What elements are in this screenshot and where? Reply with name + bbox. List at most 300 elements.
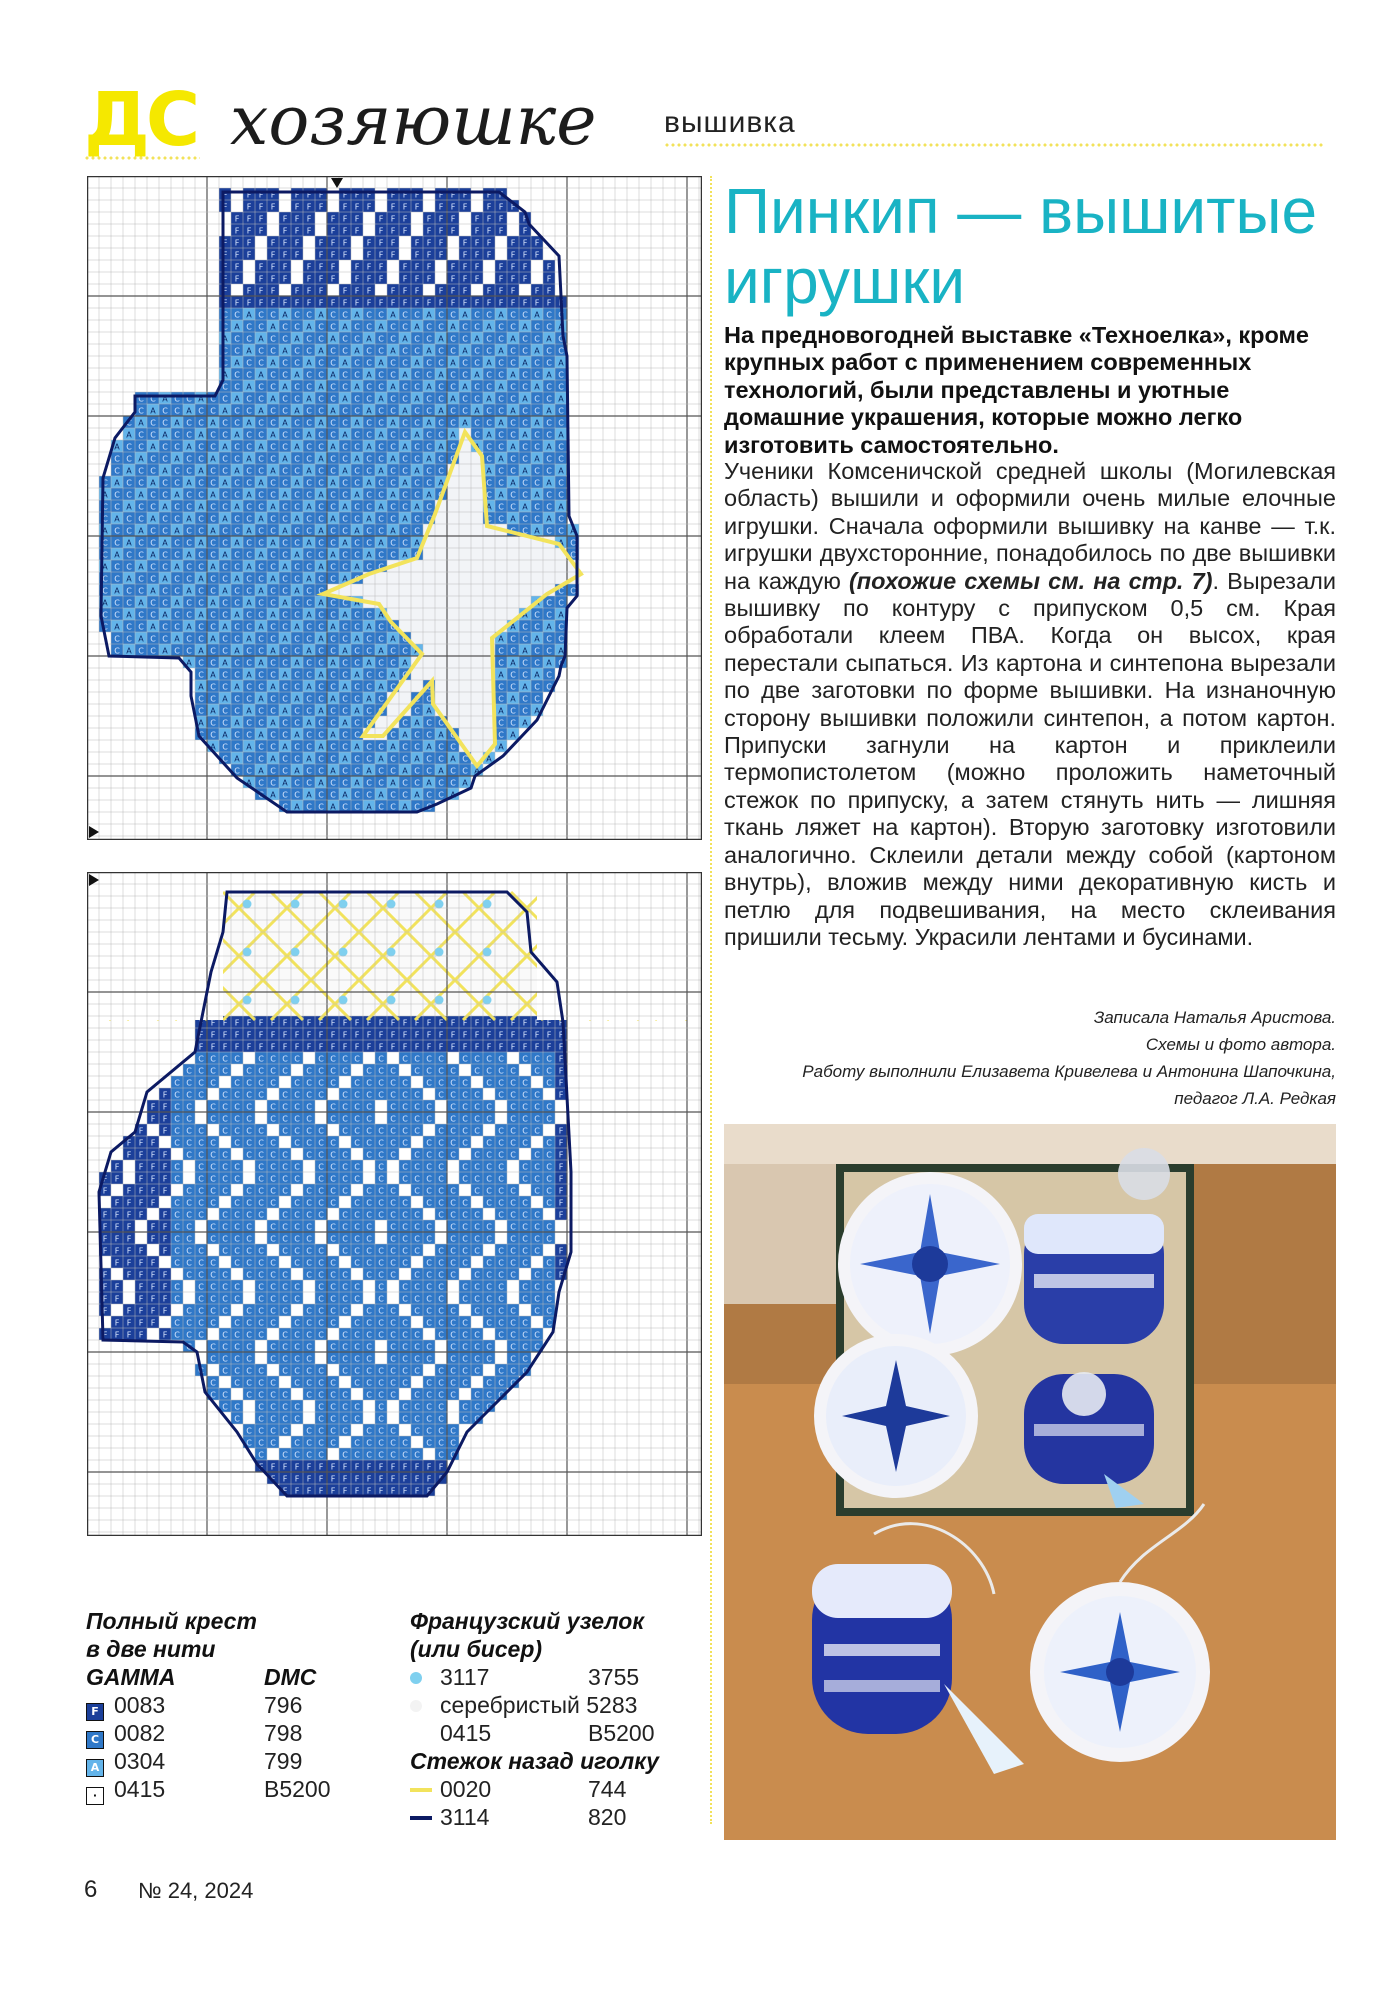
stitch-cell — [147, 1124, 159, 1136]
stitch-cell — [483, 608, 495, 620]
stitch-cell — [531, 560, 543, 572]
stitch-symbol: C — [126, 454, 132, 464]
stitch-symbol: F — [462, 1018, 468, 1028]
stitch-symbol: C — [306, 418, 312, 428]
stitch-symbol: C — [210, 1198, 216, 1208]
stitch-symbol: C — [414, 478, 420, 488]
stitch-symbol: A — [474, 370, 480, 380]
stitch-symbol: C — [498, 1282, 504, 1292]
stitch-symbol: A — [306, 538, 312, 548]
stitch-symbol: C — [114, 538, 120, 548]
stitch-cell — [495, 956, 507, 968]
stitch-symbol: C — [282, 1102, 288, 1112]
stitch-symbol: C — [342, 1222, 348, 1232]
stitch-symbol: F — [270, 1030, 276, 1040]
stitch-symbol: C — [270, 1318, 276, 1328]
stitch-cell — [471, 608, 483, 620]
stitch-symbol: A — [198, 646, 204, 656]
stitch-cell — [471, 548, 483, 560]
stitch-symbol: C — [222, 634, 228, 644]
stitch-symbol: C — [366, 1126, 372, 1136]
stitch-symbol: F — [150, 1138, 156, 1148]
stitch-symbol: F — [126, 1318, 132, 1328]
stitch-symbol: C — [186, 562, 192, 572]
stitch-cell — [279, 188, 291, 200]
stitch-symbol: C — [546, 1150, 552, 1160]
stitch-symbol: C — [138, 502, 144, 512]
stitch-cell — [483, 1088, 495, 1100]
stitch-symbol: A — [498, 706, 504, 716]
stitch-symbol: C — [390, 682, 396, 692]
stitch-symbol: A — [282, 562, 288, 572]
stitch-symbol: C — [294, 718, 300, 728]
stitch-cell — [435, 524, 447, 536]
stitch-cell — [303, 944, 315, 956]
stitch-symbol: C — [342, 802, 348, 812]
stitch-cell — [183, 1280, 195, 1292]
stitch-symbol: A — [318, 490, 324, 500]
stitch-symbol: F — [378, 1030, 384, 1040]
stitch-symbol: C — [330, 454, 336, 464]
stitch-symbol: C — [270, 1066, 276, 1076]
stitch-symbol: F — [378, 226, 384, 236]
stitch-symbol: C — [222, 502, 228, 512]
stitch-symbol: A — [534, 346, 540, 356]
stitch-symbol: C — [282, 766, 288, 776]
stitch-cell — [447, 632, 459, 644]
stitch-symbol: F — [114, 1282, 120, 1292]
stitch-symbol: C — [234, 406, 240, 416]
stitch-symbol: F — [486, 214, 492, 224]
stitch-symbol: F — [510, 298, 516, 308]
stitch-symbol: F — [282, 226, 288, 236]
stitch-symbol: C — [498, 1294, 504, 1304]
stitch-symbol: C — [210, 406, 216, 416]
stitch-cell — [447, 536, 459, 548]
stitch-symbol: F — [534, 1030, 540, 1040]
stitch-cell — [351, 236, 363, 248]
stitch-cell — [483, 1208, 495, 1220]
stitch-symbol: A — [546, 514, 552, 524]
stitch-symbol: C — [294, 490, 300, 500]
stitch-symbol: C — [546, 598, 552, 608]
stitch-symbol: C — [354, 538, 360, 548]
stitch-cell — [315, 1100, 327, 1112]
stitch-symbol: A — [378, 322, 384, 332]
stitch-symbol: C — [330, 634, 336, 644]
stitch-symbol: C — [222, 574, 228, 584]
stitch-symbol: C — [270, 1222, 276, 1232]
stitch-symbol: C — [102, 538, 108, 548]
stitch-symbol: C — [354, 1282, 360, 1292]
stitch-symbol: F — [102, 1222, 108, 1232]
stitch-symbol: A — [246, 454, 252, 464]
stitch-cell — [435, 1112, 447, 1124]
stitch-symbol: A — [210, 454, 216, 464]
stitch-cell — [375, 980, 387, 992]
stitch-symbol: A — [318, 418, 324, 428]
stitch-symbol: A — [498, 310, 504, 320]
stitch-symbol: C — [450, 454, 456, 464]
stitch-symbol: C — [198, 490, 204, 500]
stitch-symbol: A — [510, 514, 516, 524]
stitch-symbol: C — [522, 370, 528, 380]
stitch-symbol: C — [354, 754, 360, 764]
stitch-symbol: C — [546, 1186, 552, 1196]
stitch-symbol: C — [270, 670, 276, 680]
stitch-symbol: C — [498, 322, 504, 332]
stitch-symbol: C — [402, 1222, 408, 1232]
stitch-symbol: C — [330, 1198, 336, 1208]
stitch-symbol: A — [150, 622, 156, 632]
stitch-symbol: C — [174, 1162, 180, 1172]
stitch-symbol: C — [402, 1126, 408, 1136]
stitch-cell — [447, 236, 459, 248]
stitch-symbol: C — [186, 1270, 192, 1280]
stitch-symbol: A — [294, 694, 300, 704]
stitch-symbol: C — [522, 1234, 528, 1244]
stitch-symbol: C — [270, 1198, 276, 1208]
stitch-symbol: C — [390, 322, 396, 332]
stitch-symbol: F — [330, 274, 336, 284]
stitch-cell — [423, 656, 435, 668]
stitch-cell — [507, 1280, 519, 1292]
stitch-cell — [303, 1052, 315, 1064]
stitch-symbol: C — [342, 1174, 348, 1184]
stitch-symbol: F — [390, 250, 396, 260]
stitch-symbol: C — [354, 646, 360, 656]
stitch-symbol: C — [258, 778, 264, 788]
stitch-symbol: C — [258, 1306, 264, 1316]
stitch-symbol: C — [510, 394, 516, 404]
stitch-symbol: A — [366, 514, 372, 524]
stitch-cell — [507, 212, 519, 224]
stitch-symbol: A — [522, 646, 528, 656]
stitch-symbol: C — [450, 346, 456, 356]
stitch-symbol: A — [498, 742, 504, 752]
stitch-symbol: F — [234, 274, 240, 284]
stitch-symbol: C — [294, 1246, 300, 1256]
stitch-symbol: C — [210, 1306, 216, 1316]
stitch-symbol: F — [258, 298, 264, 308]
stitch-symbol: A — [306, 610, 312, 620]
stitch-cell — [495, 1004, 507, 1016]
stitch-symbol: C — [414, 1234, 420, 1244]
stitch-symbol: A — [354, 346, 360, 356]
stitch-symbol: C — [282, 718, 288, 728]
stitch-symbol: C — [186, 1210, 192, 1220]
stitch-symbol: C — [510, 1138, 516, 1148]
stitch-symbol: F — [510, 250, 516, 260]
stitch-symbol: C — [510, 1066, 516, 1076]
stitch-cell — [435, 1220, 447, 1232]
stitch-symbol: C — [234, 1198, 240, 1208]
stitch-cell — [183, 1292, 195, 1304]
stitch-symbol: C — [258, 1126, 264, 1136]
stitch-symbol: C — [426, 1066, 432, 1076]
stitch-cell — [399, 896, 411, 908]
stitch-symbol: C — [186, 1234, 192, 1244]
stitch-symbol: A — [246, 634, 252, 644]
stitch-symbol: C — [402, 1246, 408, 1256]
stitch-symbol: C — [402, 670, 408, 680]
stitch-symbol: C — [234, 706, 240, 716]
stitch-symbol: C — [294, 790, 300, 800]
stitch-symbol: A — [546, 406, 552, 416]
stitch-symbol: F — [450, 262, 456, 272]
stitch-symbol: C — [210, 502, 216, 512]
stitch-symbol: A — [234, 322, 240, 332]
stitch-symbol: F — [462, 250, 468, 260]
stitch-symbol: C — [438, 358, 444, 368]
stitch-symbol: C — [498, 1270, 504, 1280]
stitch-symbol: C — [390, 466, 396, 476]
stitch-symbol: C — [162, 598, 168, 608]
stitch-symbol: C — [282, 646, 288, 656]
stitch-symbol: F — [366, 1042, 372, 1052]
stitch-symbol: C — [234, 1162, 240, 1172]
stitch-symbol: C — [378, 370, 384, 380]
stitch-symbol: F — [150, 1270, 156, 1280]
stitch-symbol: C — [378, 634, 384, 644]
stitch-symbol: C — [138, 586, 144, 596]
stitch-symbol: C — [294, 394, 300, 404]
stitch-symbol: C — [174, 622, 180, 632]
stitch-symbol: C — [474, 1270, 480, 1280]
stitch-symbol: C — [270, 1294, 276, 1304]
stitch-cell — [555, 1112, 567, 1124]
stitch-symbol: A — [498, 490, 504, 500]
cross-stitch-chart-mitten-lattice — [87, 872, 702, 1536]
stitch-symbol: C — [366, 682, 372, 692]
stitch-symbol: C — [174, 502, 180, 512]
stitch-symbol: C — [246, 370, 252, 380]
stitch-symbol: A — [222, 658, 228, 668]
stitch-symbol: C — [354, 406, 360, 416]
stitch-cell — [507, 1160, 519, 1172]
stitch-symbol: C — [426, 502, 432, 512]
stitch-symbol: A — [510, 730, 516, 740]
stitch-symbol: C — [426, 730, 432, 740]
stitch-symbol: C — [282, 658, 288, 668]
stitch-cell — [471, 1196, 483, 1208]
stitch-cell — [183, 1172, 195, 1184]
stitch-symbol: C — [150, 634, 156, 644]
stitch-symbol: C — [510, 490, 516, 500]
stitch-cell — [459, 548, 471, 560]
stitch-cell — [423, 584, 435, 596]
stitch-symbol: A — [546, 370, 552, 380]
stitch-symbol: A — [366, 406, 372, 416]
stitch-symbol: A — [390, 742, 396, 752]
stitch-symbol: C — [522, 382, 528, 392]
stitch-symbol: C — [342, 370, 348, 380]
stitch-cell — [411, 1136, 423, 1148]
stitch-symbol: C — [234, 1282, 240, 1292]
stitch-symbol: C — [306, 1102, 312, 1112]
stitch-cell — [123, 1160, 135, 1172]
stitch-symbol: C — [150, 502, 156, 512]
stitch-symbol: A — [186, 658, 192, 668]
stitch-symbol: C — [390, 1138, 396, 1148]
stitch-symbol: C — [198, 634, 204, 644]
stitch-symbol: C — [402, 490, 408, 500]
stitch-symbol: C — [390, 394, 396, 404]
stitch-symbol: C — [498, 1306, 504, 1316]
stitch-symbol: C — [270, 742, 276, 752]
stitch-symbol: C — [414, 1294, 420, 1304]
stitch-cell — [255, 956, 267, 968]
stitch-symbol: F — [510, 1018, 516, 1028]
stitch-symbol: C — [534, 610, 540, 620]
stitch-symbol: C — [498, 682, 504, 692]
stitch-cell — [387, 1160, 399, 1172]
stitch-symbol: F — [234, 226, 240, 236]
stitch-symbol: C — [498, 430, 504, 440]
stitch-symbol: C — [246, 478, 252, 488]
stitch-symbol: C — [558, 346, 564, 356]
stitch-symbol: F — [474, 238, 480, 248]
stitch-symbol: A — [174, 562, 180, 572]
stitch-symbol: C — [270, 586, 276, 596]
stitch-symbol: C — [174, 1126, 180, 1136]
stitch-cell — [459, 620, 471, 632]
stitch-symbol: A — [522, 682, 528, 692]
stitch-symbol: C — [354, 1222, 360, 1232]
stitch-cell — [483, 620, 495, 632]
stitch-symbol: C — [246, 550, 252, 560]
stitch-cell — [495, 608, 507, 620]
stitch-symbol: C — [258, 754, 264, 764]
stitch-symbol: C — [246, 1270, 252, 1280]
stitch-symbol: C — [450, 382, 456, 392]
stitch-symbol: C — [318, 658, 324, 668]
stitch-symbol: C — [234, 418, 240, 428]
stitch-cell — [423, 1208, 435, 1220]
stitch-symbol: A — [378, 646, 384, 656]
stitch-symbol: F — [306, 286, 312, 296]
stitch-symbol: F — [258, 214, 264, 224]
stitch-symbol: F — [306, 1030, 312, 1040]
stitch-symbol: C — [462, 1114, 468, 1124]
stitch-symbol: C — [510, 466, 516, 476]
stitch-symbol: A — [330, 622, 336, 632]
stitch-cell — [363, 212, 375, 224]
stitch-symbol: A — [534, 634, 540, 644]
stitch-symbol: C — [378, 670, 384, 680]
stitch-symbol: C — [354, 1126, 360, 1136]
stitch-symbol: A — [462, 778, 468, 788]
stitch-symbol: C — [318, 646, 324, 656]
stitch-symbol: C — [114, 598, 120, 608]
stitch-symbol: C — [366, 1258, 372, 1268]
stitch-symbol: C — [438, 1198, 444, 1208]
stitch-symbol: A — [270, 466, 276, 476]
stitch-symbol: C — [534, 1210, 540, 1220]
stitch-symbol: C — [318, 334, 324, 344]
stitch-symbol: A — [318, 778, 324, 788]
stitch-symbol: C — [258, 598, 264, 608]
stitch-symbol: F — [354, 214, 360, 224]
stitch-cell — [459, 536, 471, 548]
stitch-cell — [327, 1124, 339, 1136]
stitch-cell — [459, 524, 471, 536]
stitch-cell — [303, 992, 315, 1004]
stitch-symbol: C — [198, 514, 204, 524]
stitch-symbol: A — [186, 550, 192, 560]
stitch-symbol: C — [510, 1306, 516, 1316]
stitch-symbol: A — [558, 394, 564, 404]
stitch-symbol: C — [198, 670, 204, 680]
stitch-symbol: A — [438, 730, 444, 740]
stitch-symbol: C — [366, 538, 372, 548]
stitch-cell — [459, 224, 471, 236]
stitch-symbol: A — [270, 358, 276, 368]
stitch-cell — [303, 1280, 315, 1292]
stitch-symbol: C — [246, 1318, 252, 1328]
stitch-cell — [543, 1124, 555, 1136]
stitch-symbol: C — [354, 466, 360, 476]
stitch-symbol: C — [438, 718, 444, 728]
stitch-symbol: F — [234, 1042, 240, 1052]
stitch-cell — [447, 656, 459, 668]
stitch-cell — [459, 512, 471, 524]
stitch-symbol: A — [426, 490, 432, 500]
stitch-symbol: C — [234, 766, 240, 776]
stitch-symbol: C — [234, 526, 240, 536]
stitch-symbol: A — [306, 646, 312, 656]
stitch-cell — [507, 572, 519, 584]
stitch-symbol: C — [414, 1282, 420, 1292]
stitch-symbol: C — [282, 574, 288, 584]
stitch-symbol: F — [114, 1246, 120, 1256]
stitch-symbol: A — [534, 526, 540, 536]
stitch-cell — [399, 1184, 411, 1196]
stitch-symbol: C — [210, 1078, 216, 1088]
stitch-symbol: C — [354, 1246, 360, 1256]
stitch-symbol: A — [306, 754, 312, 764]
stitch-cell — [99, 1316, 111, 1328]
stitch-symbol: C — [342, 382, 348, 392]
stitch-symbol: C — [378, 694, 384, 704]
stitch-symbol: F — [342, 1018, 348, 1028]
stitch-cell — [231, 284, 243, 296]
stitch-symbol: A — [282, 706, 288, 716]
stitch-symbol: F — [270, 262, 276, 272]
stitch-symbol: C — [378, 334, 384, 344]
stitch-symbol: A — [174, 526, 180, 536]
stitch-symbol: C — [174, 1294, 180, 1304]
stitch-cell — [435, 632, 447, 644]
stitch-symbol: F — [546, 1018, 552, 1028]
stitch-symbol: A — [282, 598, 288, 608]
stitch-symbol: A — [414, 322, 420, 332]
stitch-symbol: A — [366, 658, 372, 668]
stitch-symbol: C — [402, 538, 408, 548]
stitch-symbol: C — [246, 1198, 252, 1208]
stitch-cell — [483, 1244, 495, 1256]
stitch-symbol: C — [558, 382, 564, 392]
stitch-symbol: C — [234, 370, 240, 380]
stitch-symbol: C — [438, 1174, 444, 1184]
stitch-symbol: A — [378, 466, 384, 476]
stitch-symbol: C — [318, 622, 324, 632]
stitch-cell — [351, 1268, 363, 1280]
stitch-symbol: C — [462, 766, 468, 776]
stitch-symbol: F — [282, 1042, 288, 1052]
stitch-cell — [495, 896, 507, 908]
stitch-symbol: C — [318, 682, 324, 692]
